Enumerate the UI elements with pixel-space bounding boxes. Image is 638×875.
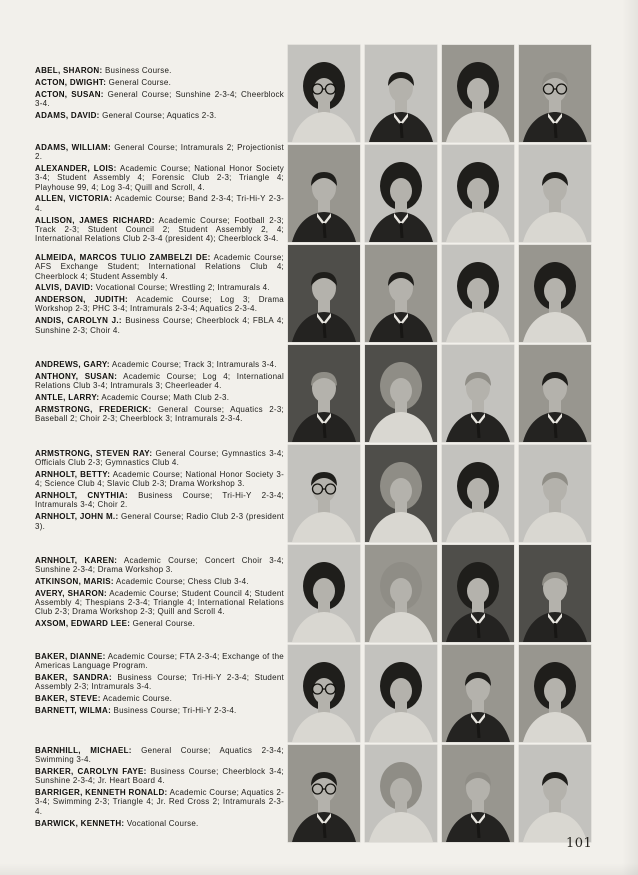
student-name: ANTHONY, SUSAN: bbox=[35, 371, 118, 381]
portrait-photo bbox=[442, 645, 514, 742]
entry-details: General Course. bbox=[130, 619, 196, 629]
directory-entry bbox=[35, 619, 284, 628]
student-name: ANDERSON, JUDITH: bbox=[35, 295, 129, 305]
portrait-photo bbox=[442, 745, 514, 842]
portrait-photo bbox=[288, 345, 360, 442]
student-name: ALLISON, JAMES RICHARD: bbox=[35, 215, 155, 225]
entry-details: Business Course; Tri-Hi-Y 2-3-4; Student Assembly 2-3; Intramurals 3-4. bbox=[35, 673, 284, 692]
portrait-photo bbox=[442, 445, 514, 542]
entry-details: Business Course; Cheerblock 3-4; Sunshine 2-3-4; Jr. Heart Board 4. bbox=[35, 767, 284, 786]
entry-details: Academic Course; National Honor Society 3-4; Science Club 4; Slavic Club 2-3; Drama Workshop 3. bbox=[35, 470, 284, 489]
directory-entry bbox=[35, 194, 284, 213]
directory-entry bbox=[35, 449, 284, 468]
portrait-photo bbox=[365, 245, 437, 342]
portrait-photo bbox=[288, 745, 360, 842]
directory-entry bbox=[35, 253, 284, 281]
student-name: BAKER, SANDRA: bbox=[35, 673, 112, 683]
entry-details: Academic Course; FTA 2-3-4; Exchange of the Americas Language Program. bbox=[35, 652, 284, 671]
directory-entry bbox=[35, 164, 284, 192]
entry-details: Business Course. bbox=[102, 66, 172, 75]
portrait-photo bbox=[365, 445, 437, 542]
student-name: ARNHOLT, CNYTHIA: bbox=[35, 491, 129, 501]
entry-details: General Course; Sunshine 2-3-4; Cheerblock 3-4. bbox=[35, 89, 284, 108]
directory-entry bbox=[35, 694, 284, 703]
directory-entry bbox=[35, 90, 284, 109]
portrait-photo bbox=[365, 645, 437, 742]
portrait-photo bbox=[365, 545, 437, 642]
entry-details: Academic Course; AFS Exchange Student; International Relations Club 4; Cheerblock 4; Student Assembly 4. bbox=[35, 253, 284, 281]
directory-group bbox=[35, 253, 284, 337]
directory-entry bbox=[35, 143, 284, 162]
directory-group bbox=[35, 66, 284, 122]
directory-entry bbox=[35, 652, 284, 671]
portrait-photo bbox=[288, 45, 360, 142]
portrait-photo bbox=[519, 145, 591, 242]
portrait-photo bbox=[519, 245, 591, 342]
student-name: ARNHOLT, BETTY: bbox=[35, 470, 111, 480]
student-name: BAKER, STEVE: bbox=[35, 694, 101, 704]
student-name: BARKER, CAROLYN FAYE: bbox=[35, 767, 147, 777]
directory-entry bbox=[35, 470, 284, 489]
portrait-photo bbox=[519, 745, 591, 842]
entry-details: General Course; Intramurals 2; Projectionist 2. bbox=[35, 143, 285, 162]
directory-entry bbox=[35, 819, 284, 828]
portrait-photo bbox=[365, 345, 437, 442]
student-name: ARMSTRONG, FREDERICK: bbox=[35, 404, 152, 414]
directory-group bbox=[35, 360, 284, 426]
entry-details: Academic Course; Aquatics 2-3-4; Swimming 2-3; Triangle 4; Jr. Red Cross 2; Intramurals 2-3-4. bbox=[35, 788, 284, 816]
entry-details: Academic Course; Log 3; Drama Workshop 2-3; PHC 3-4; Intramurals 2-3-4; Aquatics 2-3-4. bbox=[35, 295, 284, 314]
entry-details: General Course; Aquatics 2-3. bbox=[99, 110, 217, 120]
portrait-photo bbox=[288, 245, 360, 342]
portrait-photo bbox=[442, 45, 514, 142]
entry-details: Business Course; Tri-Hi-Y 2-3-4; Intramurals 3-4; Choir 2. bbox=[35, 491, 284, 510]
portrait-photo bbox=[519, 445, 591, 542]
entry-details: Academic Course; Concert Choir 3-4; Sunshine 2-3-4; Drama Workshop 3. bbox=[35, 556, 284, 575]
student-name: ARNHOLT, KAREN: bbox=[35, 556, 118, 565]
page-number: 101 bbox=[566, 836, 593, 851]
student-name: BARNETT, WILMA: bbox=[35, 705, 112, 715]
entry-details: General Course; Aquatics 2-3-4; Swimming 3-4. bbox=[35, 746, 284, 765]
page-edge-shading-right bbox=[622, 0, 638, 875]
entry-details: General Course; Gymnastics 3-4; Officials Club 2-3; Gymnastics Club 4. bbox=[35, 449, 285, 468]
entry-details: Academic Course; Band 2-3-4; Tri-Hi-Y 2-3-4. bbox=[35, 194, 284, 213]
directory-entry bbox=[35, 66, 284, 75]
directory-entry bbox=[35, 512, 284, 531]
student-name: ALMEIDA, MARCOS TULIO ZAMBELZI DE: bbox=[35, 253, 211, 262]
student-name: ANDIS, CAROLYN J.: bbox=[35, 316, 122, 326]
directory-entry bbox=[35, 316, 284, 335]
directory-entry bbox=[35, 405, 284, 424]
portrait-photo bbox=[288, 145, 360, 242]
entry-details: Vocational Course. bbox=[124, 818, 199, 828]
entry-details: Academic Course; Football 2-3; Track 2-3; Student Council 2; Student Assembly 2, 4; International Relations Club 2-3-4 (president 4); Cheerblock 3-4. bbox=[35, 215, 284, 244]
entry-details: Vocational Course; Wrestling 2; Intramurals 4. bbox=[93, 283, 270, 293]
directory-entry bbox=[35, 216, 284, 244]
directory-entry bbox=[35, 556, 284, 575]
portrait-photo bbox=[519, 345, 591, 442]
entry-details: Academic Course; National Honor Society 3-4; Student Assembly 4; Forensic Club 2-3; Triangle 4; Playhouse 99, 4; Log 3-4; Quill and Scroll, 4. bbox=[35, 164, 285, 192]
student-name: ARMSTRONG, STEVEN RAY: bbox=[35, 449, 153, 458]
portrait-photo bbox=[519, 45, 591, 142]
entry-details: Business Course; Tri-Hi-Y 2-3-4. bbox=[111, 705, 237, 715]
student-name: ABEL, SHARON: bbox=[35, 66, 103, 75]
student-name: ALVIS, DAVID: bbox=[35, 283, 94, 293]
directory-entry bbox=[35, 111, 284, 120]
student-name: BARRIGER, KENNETH RONALD: bbox=[35, 788, 168, 798]
directory-group bbox=[35, 556, 284, 631]
directory-entry bbox=[35, 788, 284, 816]
entry-details: General Course; Aquatics 2-3; Baseball 2; Choir 2-3; Cheerblock 3; Intramurals 2-3-4. bbox=[35, 404, 284, 423]
directory-entry bbox=[35, 589, 284, 617]
directory-entry bbox=[35, 673, 284, 692]
student-name: BAKER, DIANNE: bbox=[35, 652, 106, 661]
portrait-photo bbox=[288, 445, 360, 542]
portrait-photo bbox=[288, 645, 360, 742]
directory-group bbox=[35, 449, 284, 533]
portrait-photo bbox=[519, 645, 591, 742]
entry-details: General Course; Radio Club 2-3 (president 3). bbox=[35, 512, 284, 531]
directory-entry bbox=[35, 283, 284, 292]
page-edge-shading-bottom bbox=[0, 863, 638, 875]
entry-details: Academic Course; Math Club 2-3. bbox=[99, 392, 230, 402]
directory-entry bbox=[35, 746, 284, 765]
portrait-photo bbox=[365, 745, 437, 842]
entry-details: Academic Course; Chess Club 3-4. bbox=[113, 577, 249, 587]
directory-entry bbox=[35, 295, 284, 314]
entry-details: Academic Course. bbox=[100, 694, 173, 704]
directory-entry bbox=[35, 360, 284, 369]
directory-group bbox=[35, 652, 284, 718]
entry-details: General Course. bbox=[106, 77, 172, 87]
student-name: ATKINSON, MARIS: bbox=[35, 577, 114, 587]
portrait-grid bbox=[288, 45, 591, 842]
directory-entry bbox=[35, 372, 284, 391]
student-name: ALEXANDER, LOIS: bbox=[35, 164, 117, 174]
portrait-photo bbox=[365, 45, 437, 142]
student-name: ADAMS, DAVID: bbox=[35, 110, 100, 120]
directory-entry bbox=[35, 491, 284, 510]
directory-entry bbox=[35, 767, 284, 786]
directory-group bbox=[35, 746, 284, 830]
student-name: ARNHOLT, JOHN M.: bbox=[35, 512, 119, 522]
directory-entry bbox=[35, 393, 284, 402]
portrait-photo bbox=[288, 545, 360, 642]
portrait-photo bbox=[365, 145, 437, 242]
entry-details: Business Course; Cheerblock 4; FBLA 4; Sunshine 2-3; Choir 4. bbox=[35, 316, 284, 335]
student-name: ACTON, SUSAN: bbox=[35, 89, 104, 99]
directory-entry bbox=[35, 706, 284, 715]
student-name: ANDREWS, GARY: bbox=[35, 360, 110, 369]
student-name: ALLEN, VICTORIA: bbox=[35, 194, 113, 204]
student-name: ANTLE, LARRY: bbox=[35, 392, 100, 402]
student-name: AXSOM, EDWARD LEE: bbox=[35, 619, 131, 629]
portrait-photo bbox=[519, 545, 591, 642]
student-name: AVERY, SHARON: bbox=[35, 588, 108, 598]
entry-details: Academic Course; Track 3; Intramurals 3-4. bbox=[109, 360, 277, 369]
directory-entry bbox=[35, 577, 284, 586]
portrait-photo bbox=[442, 345, 514, 442]
portrait-photo bbox=[442, 545, 514, 642]
entry-details: Academic Course; Log 4; International Relations Club 3-4; Intramurals 3; Cheerleader 4. bbox=[35, 371, 285, 391]
directory-group bbox=[35, 143, 284, 246]
student-name: BARWICK, KENNETH: bbox=[35, 818, 125, 828]
portrait-photo bbox=[442, 145, 514, 242]
portrait-photo bbox=[442, 245, 514, 342]
directory-entry bbox=[35, 78, 284, 87]
entry-details: Academic Course; Student Council 4; Student Assembly 4; Thespians 2-3-4; Triangle 4; International Relations Club 2-3; Drama Workshop 2-3; Quill and Scroll 4. bbox=[35, 588, 285, 617]
student-name: ACTON, DWIGHT: bbox=[35, 77, 107, 87]
student-name: BARNHILL, MICHAEL: bbox=[35, 746, 132, 755]
student-name: ADAMS, WILLIAM: bbox=[35, 143, 111, 152]
